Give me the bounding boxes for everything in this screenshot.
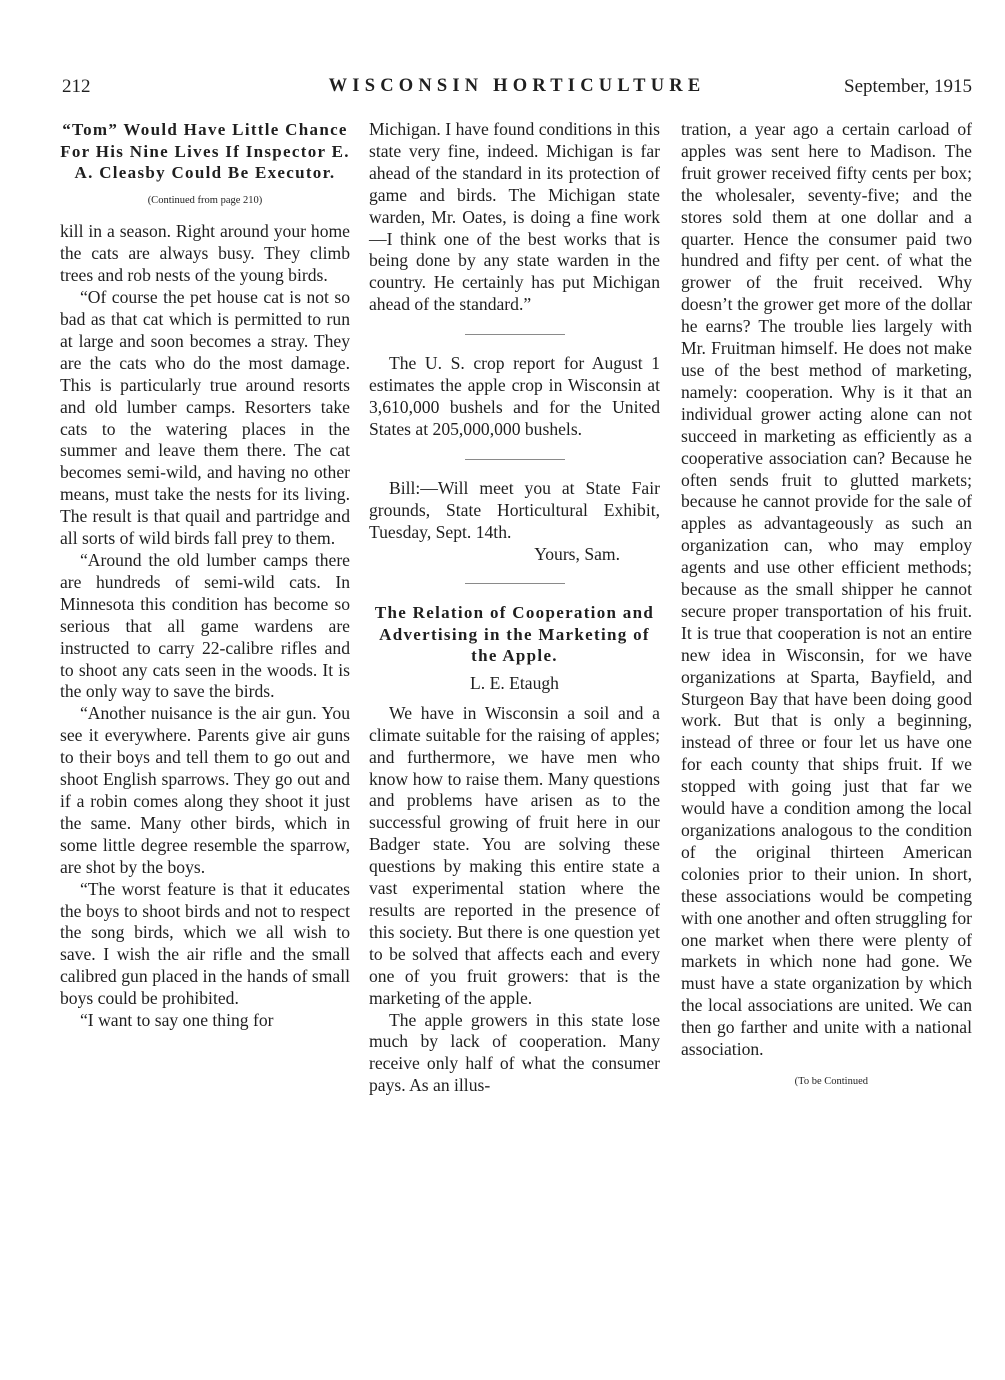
paragraph: kill in a season. Right around your home the cats are always busy. They climb trees and rob nests of the young birds. [60, 221, 350, 286]
paragraph: tration, a year ago a certain carload of apples was sent here to Madison. The fruit grower received fifty cents per box; the wholesaler, seventy-five; and the stores sold them at one dollar and a quarter. Hence the consumer paid two hundred and fifty per cent. of what the grower of the fruit received. Why doesn’t the grower get more of the dollar he earns? The trouble lies largely with Mr. Fruitman himself. He does not make use of the best method of marketing, namely: cooperation. Why is it that an individual grower acting alone can not succeed in marketing as efficiently as a cooperative association can? Because he often sends fruit to glutted markets; because he cannot provide for the sale of apples as advantageously as such an organization can, who may employ agents and use other efficient methods; because as the small shipper he cannot secure proper transportation of his fruit. It is true that cooperation is not an entire new idea in Wisconsin, for we have organizations at Sparta, Bayfield, and Sturgeon Bay that have been doing good work. But that is only a beginning, instead of three or four let us have one for each county that ships fruit. If we stopped with going just that far we would have a condition among the local organizations analogous to the condition of the original thirteen American colonies prior to their union. In short, these associations would be competing with one another and often struggling for one market when there were plenty of markets in which none had gone. We must have a state organization by which the local associations are united. We can then go farther and unite with a national association. [681, 119, 972, 1060]
divider [465, 583, 565, 584]
author: L. E. Etaugh [470, 672, 559, 693]
paragraph: The apple growers in this state lose much by lack of cooperation. Many receive only half of what the consumer pays. As an illus- [369, 1009, 660, 1096]
paragraph: “I want to say one thing for [80, 1010, 274, 1031]
paragraph: Michigan. I have found conditions in this state very fine, indeed. Michigan is far ahead of the standard in its protection of game and birds. The Michigan state warden, Mr. Oates, is doing a fine work—I think one of the best works that is being done by any state warden in the country. He certainly has put Michigan ahead of the standard.” [369, 119, 660, 315]
paragraph: “Another nuisance is the air gun. You see it everywhere. Parents give air guns to their boys and tell them to go out and shoot English sparrows. They go out and if a robin comes along they shoot it just the same. Many other birds, which in some little degree resemble the sparrow, are shot by the boys. [60, 703, 350, 877]
paragraph: “Of course the pet house cat is not so bad as that cat which is permitted to run at large and soon becomes a stray. They are the cats who do the most damage. This is particularly true around resorts and old lumber camps. Resorters take cats to the watering places in the summer and leave them there. The cat becomes semi-wild, and having no other means, must take the nests for its living. The result is that quail and partridge and all sorts of wild birds fall prey to them. [60, 287, 350, 549]
paragraph: We have in Wisconsin a soil and a climate suitable for the raising of apples; and furthermore, we have men who know how to raise them. Many questions and problems have arisen as to the successful growing of fruit here in our Badger state. You are solving these questions by making this entire state a vast experimental station where the results are reported in the presence of this society. But there is one question yet to be solved that affects each and every one of you fruit growers: that is the marketing of the apple. [369, 702, 660, 1008]
paragraph: “Around the old lumber camps there are hundreds of semi-wild cats. In Minnesota this condition has become so serious that all game wardens are instructed to carry 22-calibre rifles and to shoot any cats seen in the woods. It is the only way to save the birds. [60, 550, 350, 702]
column-1 [60, 119, 350, 1032]
column-3 [681, 119, 972, 1093]
continued-note: (Continued from page 210) [147, 194, 263, 206]
page-number: 212 [62, 76, 91, 97]
divider [465, 459, 565, 460]
article-headline: The Relation of Cooperation and Advertising in the Marketing of the Apple. [374, 603, 655, 666]
bill-note: Bill:—Will meet you at State Fair grounds, State Horticultural Exhibit, Tuesday, Sept. 14th. [369, 477, 660, 542]
divider [465, 334, 565, 335]
column-2 [369, 119, 660, 1097]
crop-report: The U. S. crop report for August 1 estimates the apple crop in Wisconsin at 3,610,000 bushels and for the United States at 205,000,000 bushels. [369, 353, 660, 439]
signature: Yours, Sam. [534, 543, 620, 564]
article-headline: “Tom” Would Have Little Chance For His Nine Lives If Inspector E. A. Cleasby Could Be Executor. [60, 120, 350, 182]
issue-date: September, 1915 [844, 76, 972, 97]
paragraph: “The worst feature is that it educates the boys to shoot birds and not to respect the song birds, which we all wish to save. I wish the air rifle and the small calibred gun placed in the hands of small boys could be prohibited. [60, 878, 350, 1009]
page-header [62, 76, 972, 106]
journal-title: WISCONSIN HORTICULTURE [328, 76, 706, 96]
to-be-continued: (To be Continued [794, 1075, 868, 1087]
